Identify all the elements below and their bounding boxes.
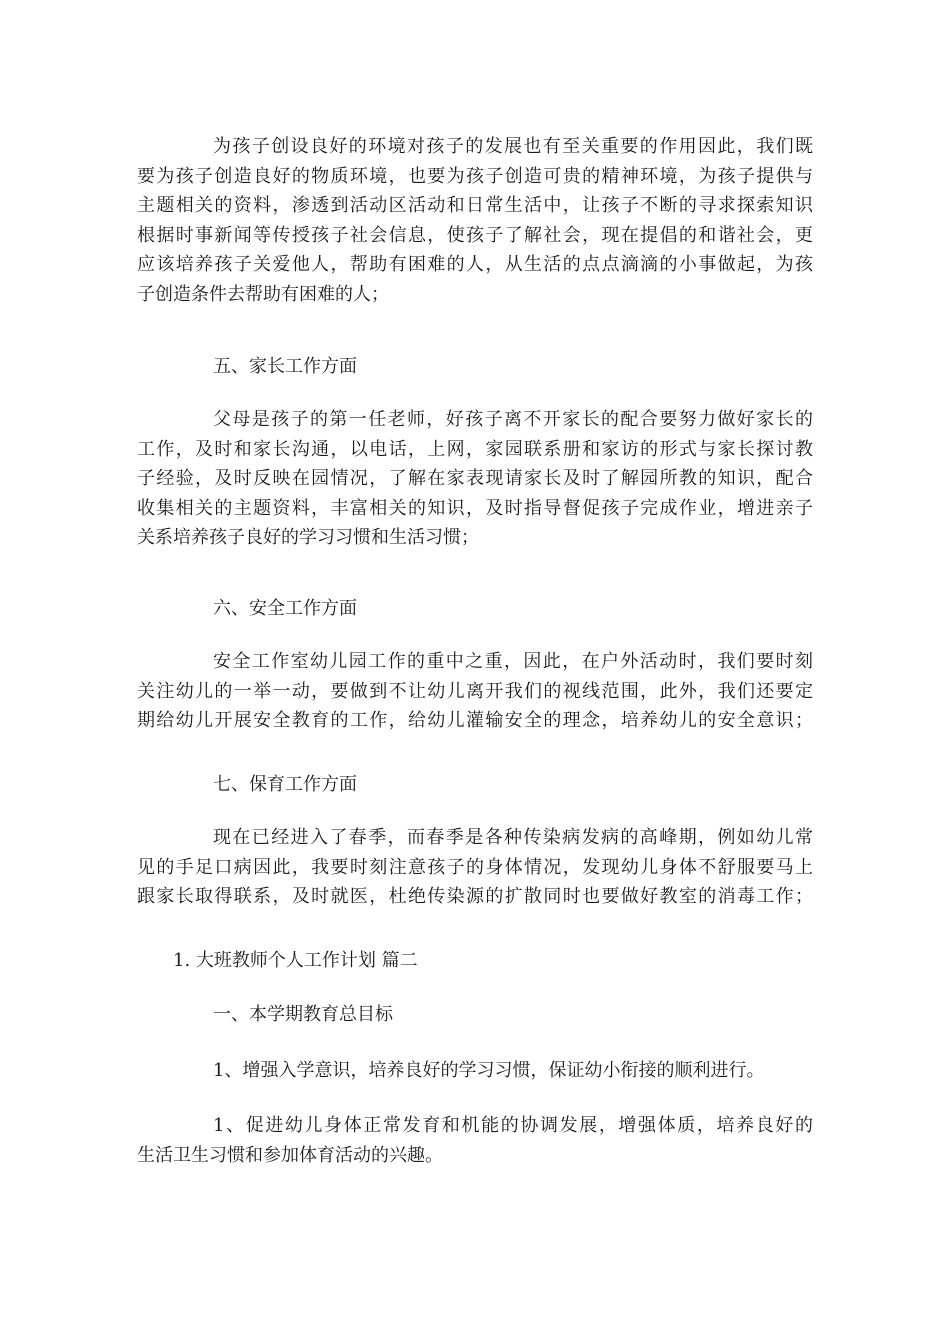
paragraph-goal-physical-development (137, 1111, 813, 1170)
text-line: 父母是孩子的第一任老师，好孩子离不开家长的配合要努力做好家长的 (213, 409, 813, 430)
paragraph-environment (137, 132, 813, 309)
section-title-part-two: 1. 大班教师个人工作计划 篇二 (173, 950, 418, 971)
text-line: 关注幼儿的一举一动，要做到不让幼儿离开我们的视线范围，此外，我们还要定 (137, 680, 813, 702)
heading-parent-work: 五、家长工作方面 (213, 356, 357, 377)
text-line: 关系培养孩子良好的学习习惯和生活习惯； (137, 527, 479, 548)
text-line: 跟家长取得联系，及时就医，杜绝传染源的扩散同时也要做好教室的消毒工作； (137, 886, 813, 907)
text-line: 子经验，及时反映在园情况，了解在家表现请家长及时了解园所教的知识，配合 (137, 468, 813, 489)
text-line: 期给幼儿开展安全教育的工作，给幼儿灌输安全的理念，培养幼儿的安全意识； (137, 710, 813, 731)
text-line: 1、促进幼儿身体正常发育和机能的协调发展，增强体质，培养良好的 (213, 1115, 813, 1136)
heading-care-work: 七、保育工作方面 (213, 774, 357, 795)
text-line: 主题相关的资料，渗透到活动区活动和日常生活中，让孩子不断的寻求探索知识 (137, 195, 813, 216)
paragraph-safety-work (137, 647, 813, 736)
text-line: 生活卫生习惯和参加体育活动的兴趣。 (137, 1144, 443, 1166)
text-line: 要为孩子创造良好的物质环境，也要为孩子创造可贵的精神环境，为孩子提供与 (137, 165, 813, 187)
paragraph-care-work (137, 823, 813, 912)
heading-safety-work: 六、安全工作方面 (213, 598, 357, 619)
text-line: 工作，及时和家长沟通，以电话，上网，家园联系册和家访的形式与家长探讨教 (137, 438, 813, 460)
text-line: 根据时事新闻等传授孩子社会信息，使孩子了解社会，现在提倡的和谐社会，更 (137, 224, 813, 246)
paragraph-parent-work (137, 405, 813, 553)
text-line: 现在已经进入了春季，而春季是各种传染病发病的高峰期，例如幼儿常 (213, 827, 813, 848)
text-line: 安全工作室幼儿园工作的重中之重，因此，在户外活动时，我们要时刻 (213, 651, 813, 672)
paragraph-goal-school-awareness: 1、增强入学意识，培养良好的学习习惯，保证幼小衔接的顺利进行。 (213, 1060, 765, 1081)
text-line: 为孩子创设良好的环境对孩子的发展也有至关重要的作用因此，我们既 (213, 136, 813, 157)
text-line: 收集相关的主题资料，丰富相关的知识，及时指导督促孩子完成作业，增进亲子 (137, 497, 813, 519)
text-line: 应该培养孩子关爱他人，帮助有困难的人，从生活的点点滴滴的小事做起，为孩 (137, 254, 813, 275)
text-line: 见的手足口病因此，我要时刻注意孩子的身体情况，发现幼儿身体不舒服要马上 (137, 856, 813, 878)
heading-education-goals: 一、本学期教育总目标 (213, 1004, 393, 1025)
text-line: 子创造条件去帮助有困难的人； (137, 283, 389, 305)
